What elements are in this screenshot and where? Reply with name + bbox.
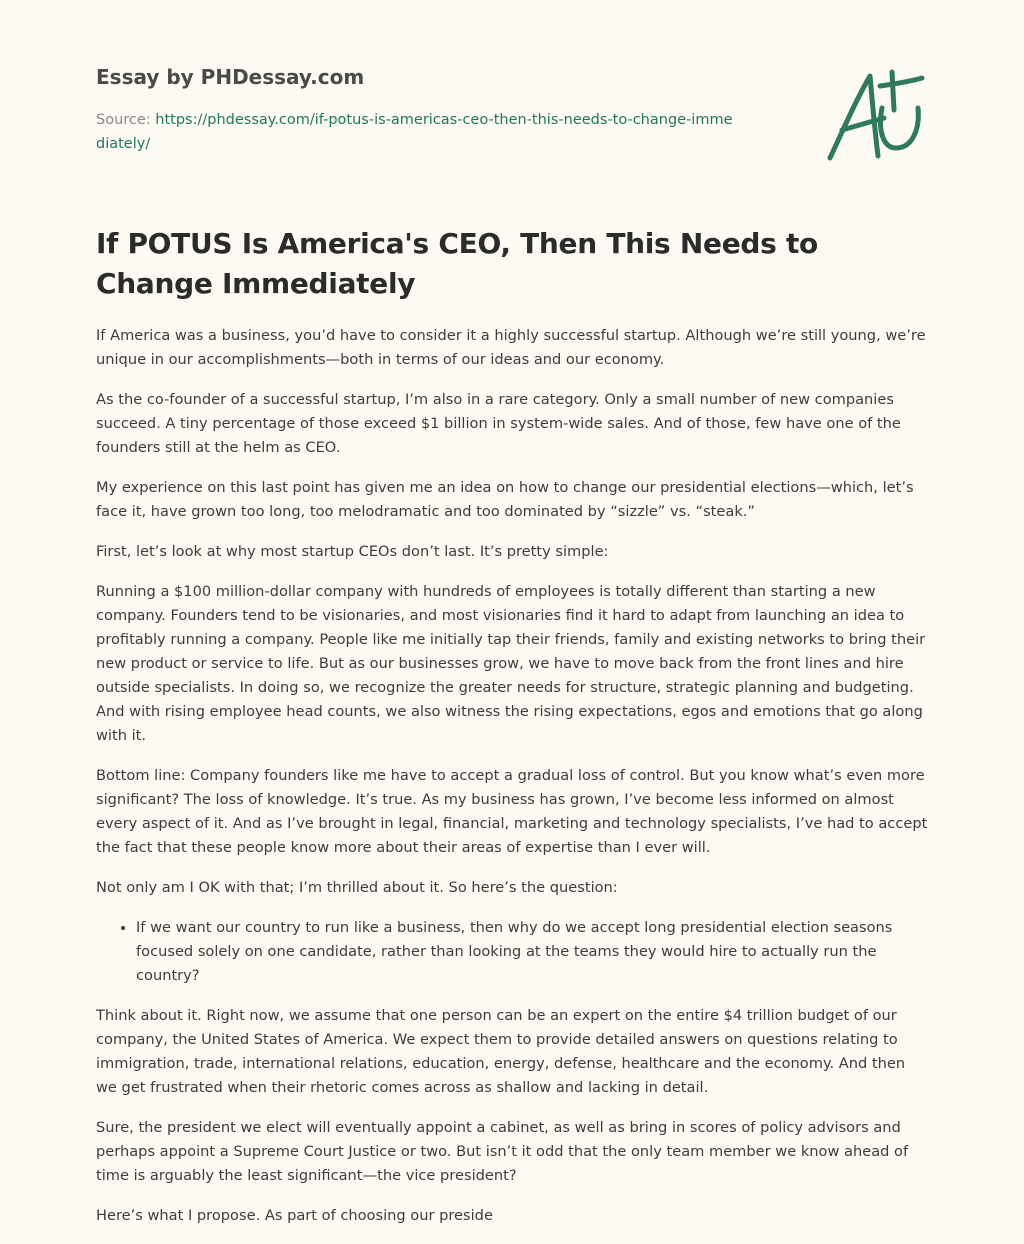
list-item: • If we want our country to run like a business, then why do we accept long presidential election seasons focused solely on one candidate, rather than looking at the teams they would hire to actually run the country? <box>136 916 930 988</box>
a-plus-logo-icon <box>822 68 926 164</box>
source-link[interactable]: https://phdessay.com/if-potus-is-americas-ceo-then-this-needs-to-change-immediately/ <box>96 112 733 152</box>
page-header <box>96 63 796 156</box>
paragraph: Sure, the president we elect will eventually appoint a cabinet, as well as bring in scores of policy advisors and perhaps appoint a Supreme Court Justice or two. But isn’t it odd that the only team member we know ahead of time is arguably the least significant—the vice president? <box>96 1119 909 1184</box>
paragraph: As the co-founder of a successful startup, I’m also in a rare category. Only a small number of new companies succeed. A tiny percentage of those exceed $1 billion in system-wide sales. And of those, few have one of the founders still at the helm as CEO. <box>96 391 901 456</box>
paragraph: My experience on this last point has given me an idea on how to change our presidential elections—which, let’s face it, have grown too long, too melodramatic and too dominated by “sizzle” vs. “steak.” <box>96 479 914 520</box>
paragraph: First, let’s look at why most startup CEOs don’t last. It’s pretty simple: <box>96 543 609 560</box>
article-title: If POTUS Is America's CEO, Then This Needs to Change Immediately <box>96 227 818 300</box>
source-line <box>96 108 736 156</box>
paragraph: Not only am I OK with that; I’m thrilled about it. So here’s the question: <box>96 879 618 896</box>
paragraph: Think about it. Right now, we assume that one person can be an expert on the entire $4 trillion budget of our company, the United States of America. We expect them to provide detailed answers on questions relating to immigration, trade, international relations, education, energy, defense, healthcare and the economy. And then we get frustrated when their rhetoric comes across as shallow and lacking in detail. <box>96 1007 906 1096</box>
paragraph: If America was a business, you’d have to consider it a highly successful startup. Although we’re still young, we’re unique in our accomplishments—both in terms of our ideas and our economy. <box>96 327 926 368</box>
paragraph: Running a $100 million-dollar company with hundreds of employees is totally different than starting a new company. Founders tend to be visionaries, and most visionaries find it hard to adapt from launching an idea to profitably running a company. People like me initially tap their friends, family and existing networks to bring their new product or service to life. But as our businesses grow, we have to move back from the front lines and hire outside specialists. In doing so, we recognize the greater needs for structure, strategic planning and budgeting. And with rising employee head counts, we also witness the rising expectations, egos and emotions that go along with it. <box>96 583 926 744</box>
paragraph: Here’s what I propose. As part of choosing our preside <box>96 1207 493 1224</box>
site-brand: Essay by PHDessay.com <box>96 65 365 89</box>
paragraph: Bottom line: Company founders like me have to accept a gradual loss of control. But you know what’s even more significant? The loss of knowledge. It’s true. As my business has grown, I’ve become less informed on almost every aspect of it. And as I’ve brought in legal, financial, marketing and technology specialists, I’ve had to accept the fact that these people know more about their areas of expertise than I ever will. <box>96 767 928 856</box>
article-body <box>96 324 930 1244</box>
bullet-list <box>96 916 930 988</box>
source-label: Source: <box>96 112 151 128</box>
